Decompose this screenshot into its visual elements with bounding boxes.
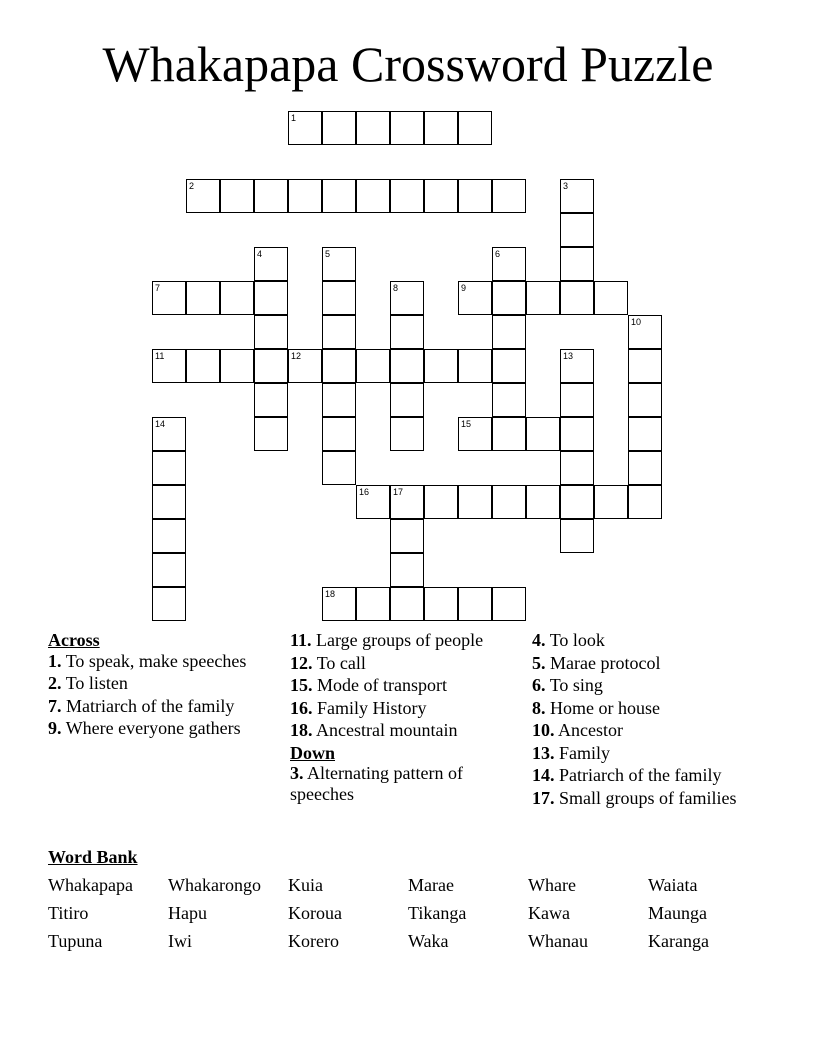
grid-cell[interactable] <box>594 485 628 519</box>
grid-cell[interactable] <box>560 281 594 315</box>
grid-cell[interactable] <box>322 247 356 281</box>
clues-column-3 <box>532 630 772 810</box>
grid-cell[interactable] <box>526 281 560 315</box>
clue-number: 2. <box>48 673 62 693</box>
clue-text: Matriarch of the family <box>66 695 235 716</box>
grid-cell[interactable] <box>424 485 458 519</box>
grid-cell[interactable] <box>560 519 594 553</box>
cell-number: 11 <box>155 351 165 361</box>
cell-number: 5 <box>325 249 331 259</box>
grid-cell[interactable] <box>628 383 662 417</box>
grid-cell[interactable] <box>628 417 662 451</box>
grid-cell[interactable] <box>628 349 662 383</box>
cell-number: 9 <box>461 283 467 293</box>
clue-number: 15. <box>290 675 313 695</box>
page-title: Whakapapa Crossword Puzzle <box>102 36 714 92</box>
clue-down-4 <box>532 630 772 651</box>
cell-number: 4 <box>257 249 263 259</box>
grid-cell[interactable] <box>458 587 492 621</box>
clue-number: 9. <box>48 718 62 738</box>
word-bank-title: Word Bank <box>48 847 138 867</box>
clue-number: 8. <box>532 697 546 718</box>
grid-cell[interactable] <box>288 349 322 383</box>
clue-across-2 <box>48 673 278 694</box>
clue-number: 17. <box>532 787 555 808</box>
grid-cell[interactable] <box>458 417 492 451</box>
grid-cell[interactable] <box>288 111 322 145</box>
clue-down-3 <box>290 763 515 804</box>
word-bank <box>48 874 768 952</box>
clue-text: To look <box>549 630 605 650</box>
cell-number: 7 <box>155 283 161 293</box>
clue-across-18 <box>290 720 515 741</box>
clue-text: To sing <box>549 675 603 695</box>
grid-cell[interactable] <box>390 519 424 553</box>
word-bank-item: Whakarongo <box>168 875 261 895</box>
clue-down-14 <box>532 765 772 786</box>
grid-cell[interactable] <box>322 417 356 451</box>
grid-cell[interactable] <box>254 417 288 451</box>
grid-cell[interactable] <box>492 417 526 451</box>
grid-cell[interactable] <box>594 281 628 315</box>
grid-cell[interactable] <box>526 417 560 451</box>
grid-cell[interactable] <box>220 349 254 383</box>
grid-cell[interactable] <box>152 485 186 519</box>
grid-cell[interactable] <box>492 587 526 621</box>
clue-number: 13. <box>532 742 555 763</box>
grid-cell[interactable] <box>254 383 288 417</box>
grid-cell[interactable] <box>424 587 458 621</box>
clue-number: 3. <box>290 763 304 783</box>
grid-cell[interactable] <box>186 349 220 383</box>
word-bank-item: Waiata <box>648 875 698 895</box>
grid-cell[interactable] <box>390 553 424 587</box>
word-bank-item: Hapu <box>168 903 207 923</box>
grid-cell[interactable] <box>560 485 594 519</box>
clue-number: 10. <box>532 720 555 740</box>
clue-text: Family History <box>317 697 427 718</box>
clue-down-5 <box>532 653 772 674</box>
clue-across-11 <box>290 630 515 651</box>
clue-number: 4. <box>532 630 546 650</box>
cell-number: 12 <box>291 351 302 361</box>
grid-cell[interactable] <box>186 281 220 315</box>
grid-cell[interactable] <box>322 383 356 417</box>
cell-number: 16 <box>359 487 370 497</box>
clue-across-12 <box>290 653 515 674</box>
grid-cell[interactable] <box>560 179 594 213</box>
grid-cell[interactable] <box>356 349 390 383</box>
grid-cell[interactable] <box>390 111 424 145</box>
clue-number: 12. <box>290 652 313 673</box>
grid-cell[interactable] <box>560 417 594 451</box>
grid-cell[interactable] <box>560 247 594 281</box>
clue-text: Patriarch of the family <box>559 765 722 785</box>
grid-cell[interactable] <box>390 417 424 451</box>
grid-cell[interactable] <box>526 485 560 519</box>
grid-cell[interactable] <box>254 247 288 281</box>
grid-cell[interactable] <box>458 485 492 519</box>
word-bank-item: Korero <box>288 931 339 951</box>
grid-cell[interactable] <box>458 179 492 213</box>
clues-column-1 <box>48 630 278 741</box>
grid-cell[interactable] <box>356 111 390 145</box>
word-bank-item: Tikanga <box>408 903 467 923</box>
clue-down-17 <box>532 788 772 809</box>
word-bank-item: Marae <box>408 875 454 895</box>
grid-cell[interactable] <box>390 485 424 519</box>
word-bank-item: Karanga <box>648 931 709 951</box>
clue-number: 1. <box>48 650 62 671</box>
grid-cell[interactable] <box>390 349 424 383</box>
grid-cell[interactable] <box>390 281 424 315</box>
clue-text: To speak, make speeches <box>65 650 247 671</box>
word-bank-item: Whanau <box>528 931 588 951</box>
clue-across-15 <box>290 675 515 696</box>
clue-down-13 <box>532 743 772 764</box>
grid-cell[interactable] <box>628 485 662 519</box>
grid-cell[interactable] <box>424 111 458 145</box>
grid-cell[interactable] <box>288 179 322 213</box>
cell-number: 13 <box>563 351 574 361</box>
grid-cell[interactable] <box>492 383 526 417</box>
clue-text: To listen <box>65 673 128 693</box>
clue-text: Family <box>559 742 611 763</box>
grid-cell[interactable] <box>458 281 492 315</box>
grid-cell[interactable] <box>322 179 356 213</box>
grid-cell[interactable] <box>322 111 356 145</box>
clue-text: Large groups of people <box>316 630 484 650</box>
grid-cell[interactable] <box>560 349 594 383</box>
grid-cell[interactable] <box>220 281 254 315</box>
grid-cell[interactable] <box>152 519 186 553</box>
cell-number: 14 <box>155 419 166 429</box>
grid-cell[interactable] <box>424 349 458 383</box>
grid-cell[interactable] <box>356 179 390 213</box>
cell-number: 17 <box>393 487 404 497</box>
grid-cell[interactable] <box>254 179 288 213</box>
grid-cell[interactable] <box>492 281 526 315</box>
clue-text: To call <box>316 652 366 673</box>
grid-cell[interactable] <box>254 349 288 383</box>
grid-cell[interactable] <box>560 451 594 485</box>
word-bank-item: Kawa <box>528 903 570 923</box>
clue-across-7 <box>48 696 278 717</box>
clue-number: 7. <box>48 695 62 716</box>
grid-cell[interactable] <box>492 247 526 281</box>
grid-cell[interactable] <box>322 281 356 315</box>
grid-cell[interactable] <box>186 179 220 213</box>
clue-number: 11. <box>290 630 312 650</box>
clue-number: 5. <box>532 652 546 673</box>
cell-number: 15 <box>461 419 472 429</box>
grid-cell[interactable] <box>560 213 594 247</box>
grid-cell[interactable] <box>152 587 186 621</box>
clue-across-9 <box>48 718 278 739</box>
word-bank-item: Titiro <box>48 903 89 923</box>
grid-cell[interactable] <box>356 587 390 621</box>
word-bank-item: Maunga <box>648 903 707 923</box>
cell-number: 2 <box>189 181 195 191</box>
grid-cell[interactable] <box>322 451 356 485</box>
clue-text: Ancestor <box>558 720 623 740</box>
clue-down-6 <box>532 675 772 696</box>
grid-cell[interactable] <box>254 281 288 315</box>
grid-cell[interactable] <box>628 315 662 349</box>
clue-across-1 <box>48 651 278 672</box>
clue-text: Home or house <box>550 697 660 718</box>
clue-text: Ancestral mountain <box>316 720 458 740</box>
clue-text: Small groups of families <box>559 787 737 808</box>
grid-cell[interactable] <box>492 349 526 383</box>
grid-cell[interactable] <box>152 451 186 485</box>
across-heading: Across <box>48 630 100 650</box>
clues-column-2 <box>290 630 515 806</box>
grid-cell[interactable] <box>390 383 424 417</box>
grid-cell[interactable] <box>424 179 458 213</box>
clue-number: 16. <box>290 697 313 718</box>
grid-cell[interactable] <box>322 349 356 383</box>
grid-cell[interactable] <box>492 315 526 349</box>
word-bank-item: Koroua <box>288 903 342 923</box>
grid-cell[interactable] <box>152 553 186 587</box>
clue-number: 14. <box>532 765 555 785</box>
clue-across-16 <box>290 698 515 719</box>
grid-cell[interactable] <box>322 587 356 621</box>
word-bank-item: Iwi <box>168 931 192 951</box>
cell-number: 10 <box>631 317 642 327</box>
word-bank-item: Whare <box>528 875 576 895</box>
grid-cell[interactable] <box>458 349 492 383</box>
grid-cell[interactable] <box>492 485 526 519</box>
grid-cell[interactable] <box>220 179 254 213</box>
grid-cell[interactable] <box>560 383 594 417</box>
grid-cell[interactable] <box>390 179 424 213</box>
grid-cell[interactable] <box>390 587 424 621</box>
grid-cell[interactable] <box>492 179 526 213</box>
grid-cell[interactable] <box>356 485 390 519</box>
cell-number: 1 <box>291 113 297 123</box>
word-bank-item: Waka <box>408 931 449 951</box>
clue-text: Alternating pattern of speeches <box>290 763 463 804</box>
cell-number: 3 <box>563 181 569 191</box>
word-bank-item: Whakapapa <box>48 875 133 895</box>
clue-text: Mode of transport <box>317 675 447 695</box>
grid-cell[interactable] <box>152 349 186 383</box>
clue-text: Marae protocol <box>550 652 661 673</box>
grid-cell[interactable] <box>322 315 356 349</box>
clue-text: Where everyone gathers <box>65 718 241 738</box>
cell-number: 18 <box>325 589 336 599</box>
word-bank-item: Kuia <box>288 875 323 895</box>
grid-cell[interactable] <box>152 417 186 451</box>
cell-number: 6 <box>495 249 501 259</box>
clue-down-10 <box>532 720 772 741</box>
clue-number: 6. <box>532 675 546 695</box>
clue-number: 18. <box>290 720 313 740</box>
down-heading: Down <box>290 742 336 763</box>
grid-cell[interactable] <box>458 111 492 145</box>
clue-down-8 <box>532 698 772 719</box>
grid-cell[interactable] <box>254 315 288 349</box>
word-bank-item: Tupuna <box>48 931 103 951</box>
grid-cell[interactable] <box>390 315 424 349</box>
grid-cell[interactable] <box>152 281 186 315</box>
grid-cell[interactable] <box>628 451 662 485</box>
cell-number: 8 <box>393 283 399 293</box>
